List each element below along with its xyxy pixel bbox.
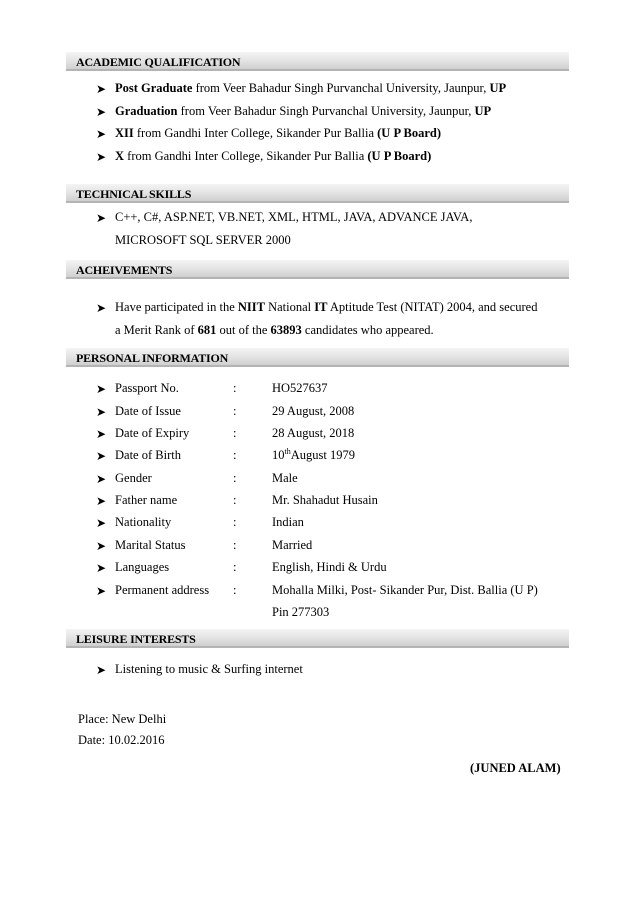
- bullet-arrow-icon: ➤: [96, 301, 107, 315]
- section-header-technical: [66, 184, 569, 203]
- leisure-item: Listening to music & Surfing internet: [115, 662, 303, 676]
- separator: :: [233, 583, 237, 597]
- field-label: Marital Status: [115, 538, 186, 552]
- field-value: 28 August, 2018: [272, 426, 355, 440]
- field-label: Nationality: [115, 515, 172, 529]
- field-value: English, Hindi & Urdu: [272, 560, 387, 574]
- academic-item: [115, 80, 506, 96]
- bullet-arrow-icon: ➤: [96, 127, 107, 141]
- section-title: TECHNICAL SKILLS: [76, 187, 192, 201]
- separator: :: [233, 560, 237, 574]
- separator: :: [233, 381, 237, 395]
- degree: Post Graduate: [115, 81, 193, 95]
- field-label: Father name: [115, 493, 178, 507]
- section-title: ACADEMIC QUALIFICATION: [76, 55, 241, 69]
- place: Jaunpur,: [444, 81, 490, 95]
- section-header-achievements: [66, 260, 569, 279]
- field-value: Indian: [272, 515, 304, 529]
- place-line: Place: New Delhi: [78, 712, 167, 726]
- field-label: Permanent address: [115, 583, 210, 597]
- bullet-arrow-icon: ➤: [96, 427, 107, 441]
- bullet-arrow-icon: ➤: [96, 405, 107, 419]
- section-header-academic: [66, 52, 569, 71]
- field-value: Male: [272, 471, 298, 485]
- degree: Graduation: [115, 104, 178, 118]
- separator: :: [233, 471, 237, 485]
- academic-item: [115, 148, 431, 164]
- section-title: LEISURE INTERESTS: [76, 632, 196, 646]
- field-value: 29 August, 2008: [272, 404, 355, 418]
- field-label: Date of Expiry: [115, 426, 190, 440]
- field-value: 10thAugust 1979: [272, 446, 355, 462]
- field-label: Languages: [115, 560, 170, 574]
- bullet-arrow-icon: ➤: [96, 449, 107, 463]
- field-value: HO527637: [272, 381, 328, 395]
- institution: from Gandhi Inter College, Sikander Pur Ballia: [133, 126, 378, 140]
- bullet-arrow-icon: ➤: [96, 382, 107, 396]
- board: (U P Board): [367, 149, 432, 163]
- field-value: Married: [272, 538, 313, 552]
- technical-skills-line: MICROSOFT SQL SERVER 2000: [115, 233, 291, 247]
- bullet-arrow-icon: ➤: [96, 561, 107, 575]
- field-value-continued: Pin 277303: [272, 605, 330, 619]
- field-label: Date of Issue: [115, 404, 181, 418]
- field-label: Passport No.: [115, 381, 179, 395]
- technical-skills-line: C++, C#, ASP.NET, VB.NET, XML, HTML, JAVA, ADVANCE JAVA,: [115, 210, 473, 224]
- bullet-arrow-icon: ➤: [96, 105, 107, 119]
- field-value: Mr. Shahadut Husain: [272, 493, 378, 507]
- section-title: ACHEIVEMENTS: [76, 263, 173, 277]
- bullet-arrow-icon: ➤: [96, 584, 107, 598]
- separator: :: [233, 515, 237, 529]
- separator: :: [233, 538, 237, 552]
- date-line: Date: 10.02.2016: [78, 733, 165, 747]
- academic-item: [115, 125, 441, 141]
- field-label: Gender: [115, 471, 152, 485]
- bullet-arrow-icon: ➤: [96, 472, 107, 486]
- signature-name: (JUNED ALAM): [470, 761, 561, 775]
- bullet-arrow-icon: ➤: [96, 663, 107, 677]
- bullet-arrow-icon: ➤: [96, 82, 107, 96]
- bullet-arrow-icon: ➤: [96, 150, 107, 164]
- field-value: Mohalla Milki, Post- Sikander Pur, Dist. Ballia (U P): [272, 583, 538, 597]
- separator: :: [233, 426, 237, 440]
- degree: X: [115, 149, 125, 163]
- institution: from Veer Bahadur Singh Purvanchal University,: [192, 81, 445, 95]
- degree: XII: [115, 126, 134, 140]
- state: UP: [474, 104, 492, 118]
- field-label: Date of Birth: [115, 448, 181, 462]
- bullet-arrow-icon: ➤: [96, 539, 107, 553]
- bullet-arrow-icon: ➤: [96, 516, 107, 530]
- section-title: PERSONAL INFORMATION: [76, 351, 229, 365]
- section-header-personal: [66, 348, 569, 367]
- bullet-arrow-icon: ➤: [96, 494, 107, 508]
- board: (U P Board): [377, 126, 442, 140]
- bullet-arrow-icon: ➤: [96, 211, 107, 225]
- institution: from Veer Bahadur Singh Purvanchal University,: [177, 104, 430, 118]
- section-header-leisure: [66, 629, 569, 648]
- achievement-line: a Merit Rank of 681 out of the 63893 candidates who appeared.: [115, 323, 434, 337]
- institution: from Gandhi Inter College, Sikander Pur Ballia: [124, 149, 368, 163]
- achievement-line: Have participated in the NIIT National IT Aptitude Test (NITAT) 2004, and secured: [115, 300, 538, 314]
- separator: :: [233, 493, 237, 507]
- state: UP: [489, 81, 507, 95]
- academic-item: [115, 103, 491, 119]
- separator: :: [233, 448, 237, 462]
- place: Jaunpur,: [429, 104, 475, 118]
- separator: :: [233, 404, 237, 418]
